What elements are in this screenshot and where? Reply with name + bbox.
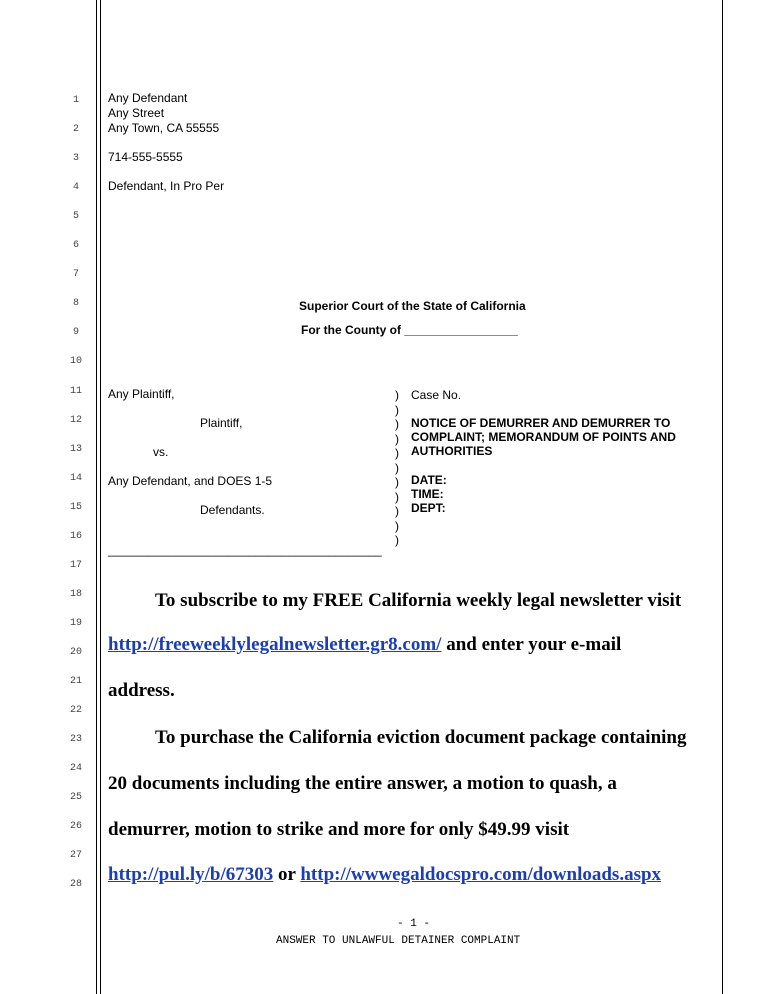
line-number: 20 [69,647,82,658]
versus: vs. [153,445,169,459]
line-number: 5 [72,211,79,222]
package-line-2: 20 documents including the entire answer, a motion to quash, a [108,773,617,794]
plaintiff-label: Plaintiff, [200,416,243,430]
line-number: 25 [69,792,82,803]
line-number: 9 [72,327,79,338]
line-number: 2 [72,124,79,135]
newsletter-line-2-rest: and enter your e-mail [441,634,622,655]
document-title-line-3: AUTHORITIES [411,444,493,458]
line-number: 10 [69,356,82,367]
footer-title: ANSWER TO UNLAWFUL DETAINER COMPLAINT [276,935,521,947]
package-line-3: demurrer, motion to strike and more for only $49.99 visit [108,819,570,840]
hearing-date: DATE: [411,473,447,487]
party-name: Any Defendant [108,91,188,105]
line-number: 26 [69,821,82,832]
paren: ) [395,533,399,547]
line-number: 21 [69,676,82,687]
paren: ) [395,417,399,431]
plaintiff-name: Any Plaintiff, [108,387,175,401]
line-number: 13 [69,444,82,455]
paren: ) [395,446,399,460]
line-number: 6 [72,240,79,251]
document-title-line-1: NOTICE OF DEMURRER AND DEMURRER TO [411,416,671,430]
newsletter-line-3: address. [108,680,175,701]
paren: ) [395,388,399,402]
paren: ) [395,431,399,446]
line-number: 14 [69,473,82,484]
package-link-downloads[interactable]: http://wwwegaldocspro.com/downloads.aspx [300,864,662,885]
right-margin-rule [722,0,723,994]
defendant-label: Defendants. [200,503,265,517]
left-margin-rule-outer [96,0,97,994]
package-line-4 [108,864,661,886]
line-number: 17 [69,560,82,571]
court-county: For the County of _________________ [301,323,518,337]
party-role: Defendant, In Pro Per [108,179,225,193]
paren: ) [395,475,399,489]
line-number: 27 [69,850,82,861]
line-number: 28 [69,879,82,890]
party-city: Any Town, CA 55555 [108,121,220,135]
line-number: 18 [69,589,82,600]
defendant-name: Any Defendant, and DOES 1-5 [108,474,273,488]
paren: ) [395,402,399,417]
package-or: or [273,864,301,885]
case-number: Case No. [411,388,462,402]
party-street: Any Street [108,106,165,120]
line-number: 15 [69,502,82,513]
court-title: Superior Court of the State of California [299,299,526,313]
caption-underline: _________________________________________ [108,543,382,557]
left-margin-rule-inner [100,0,101,994]
line-number: 12 [69,415,82,426]
line-number: 8 [72,298,79,309]
paren: ) [395,460,399,475]
line-number: 19 [69,618,82,629]
party-phone: 714-555-5555 [108,150,183,164]
hearing-dept: DEPT: [411,501,446,515]
paren: ) [395,504,399,518]
package-link-short[interactable]: http://pul.ly/b/67303 [108,864,274,885]
line-number: 22 [69,705,82,716]
line-number: 7 [72,269,79,280]
line-number: 16 [69,531,82,542]
line-number: 11 [69,386,82,397]
line-number: 3 [72,153,79,164]
document-title-line-2: COMPLAINT; MEMORANDUM OF POINTS AND [411,430,676,444]
newsletter-line-1: To subscribe to my FREE California weekly legal newsletter visit [155,590,682,611]
paren: ) [395,518,399,533]
line-number: 4 [72,182,79,193]
line-number: 1 [72,95,79,106]
newsletter-link[interactable]: http://freeweeklylegalnewsletter.gr8.com/ [108,634,442,655]
page-number: - 1 - [397,918,431,930]
hearing-time: TIME: [411,487,444,501]
line-number: 23 [69,734,82,745]
package-line-1: To purchase the California eviction document package containing [155,727,687,748]
paren: ) [395,489,399,504]
line-number: 24 [69,763,82,774]
newsletter-line-2 [108,634,621,656]
